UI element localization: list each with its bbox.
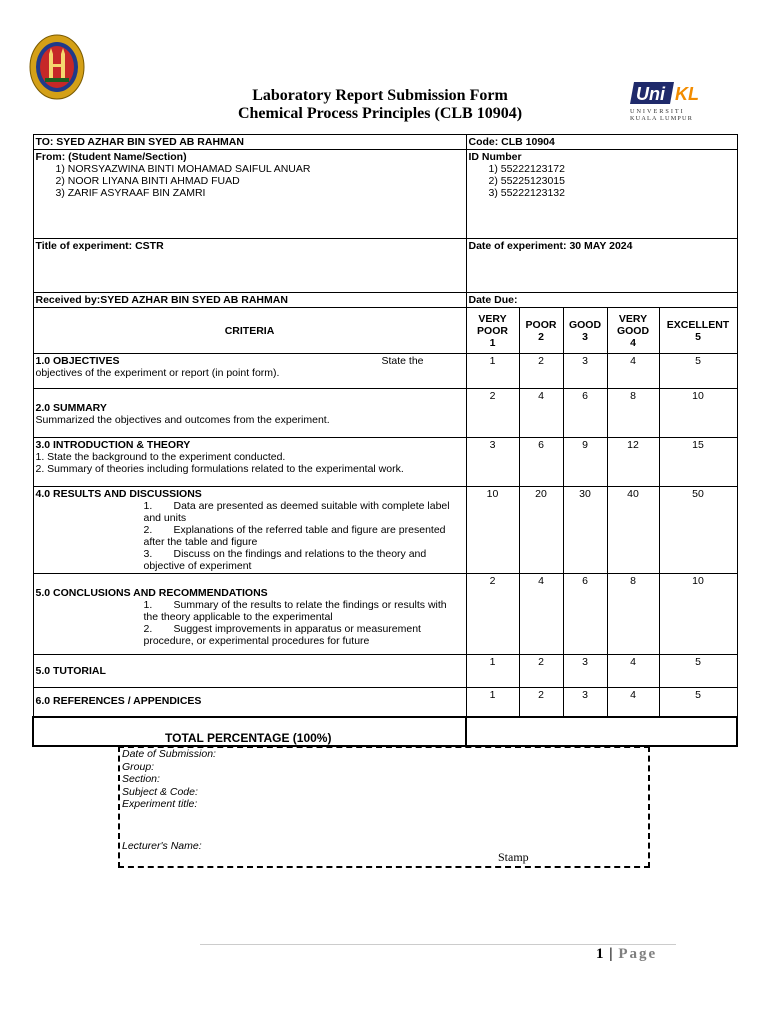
score-cell: 2 <box>466 389 519 438</box>
score-cell: 40 <box>607 487 659 574</box>
score-cell: 5 <box>659 688 737 717</box>
criteria-desc: Summarized the objectives and outcomes from the experiment. <box>35 414 330 426</box>
criteria-row-conclusions <box>33 574 737 655</box>
score-cell: 2 <box>466 574 519 655</box>
unikl-logo <box>630 80 712 124</box>
logo-main-text: Uni <box>636 84 665 104</box>
from-label: From: (Student Name/Section) <box>35 151 187 163</box>
level-score: 1 <box>489 336 496 349</box>
submission-stamp-box <box>118 746 650 868</box>
total-label: TOTAL PERCENTAGE (100%) <box>33 717 466 746</box>
received-by: Received by:SYED AZHAR BIN SYED AB RAHMAN <box>33 293 466 308</box>
score-cell: 5 <box>659 354 737 389</box>
criteria-item <box>36 623 464 647</box>
score-cell: 3 <box>563 655 607 688</box>
criteria-title: 6.0 REFERENCES / APPENDICES <box>35 695 202 707</box>
id-label: ID Number <box>468 151 522 163</box>
score-cell: 9 <box>563 438 607 487</box>
criteria-row-tutorial <box>33 655 737 688</box>
criteria-title: 5.0 CONCLUSIONS AND RECOMMENDATIONS <box>35 587 268 599</box>
page-separator: | <box>609 946 614 962</box>
criteria-row-introduction <box>33 438 737 487</box>
item-num: 1. <box>143 500 153 512</box>
item-num: 2. <box>143 623 153 635</box>
item-text: Suggest improvements in apparatus or measurement procedure, or experimental procedures for future <box>143 623 421 647</box>
score-cell: 1 <box>466 688 519 717</box>
score-cell: 10 <box>659 389 737 438</box>
date-due: Date Due: <box>466 293 737 308</box>
score-cell: 3 <box>563 354 607 389</box>
section-label: Section: <box>122 773 160 786</box>
criteria-title: 2.0 SUMMARY <box>35 402 107 414</box>
level-excellent <box>659 308 737 354</box>
item-text: Data are presented as deemed suitable with complete label and units <box>143 500 450 524</box>
level-label: VERY GOOD <box>616 312 650 337</box>
criteria-cell <box>33 354 466 389</box>
score-cell: 6 <box>519 438 563 487</box>
criteria-row-objectives <box>33 354 737 389</box>
criteria-cell <box>33 438 466 487</box>
score-cell: 1 <box>466 354 519 389</box>
item-num: 2. <box>143 524 153 536</box>
form-subtitle: Chemical Process Principles (CLB 10904) <box>237 105 523 122</box>
score-cell: 4 <box>519 389 563 438</box>
level-poor <box>519 308 563 354</box>
score-cell: 5 <box>659 655 737 688</box>
level-very-good <box>607 308 659 354</box>
score-cell: 4 <box>519 574 563 655</box>
footer-divider <box>200 944 676 945</box>
score-cell: 2 <box>519 688 563 717</box>
score-cell: 30 <box>563 487 607 574</box>
score-cell: 2 <box>519 655 563 688</box>
total-value-cell[interactable] <box>466 717 737 746</box>
from-cell <box>33 150 466 239</box>
criteria-cell <box>33 655 466 688</box>
criteria-row-results <box>33 487 737 574</box>
item-text: Discuss on the findings and relations to the theory and objective of experiment <box>143 548 427 572</box>
score-cell: 10 <box>659 574 737 655</box>
level-score: 2 <box>538 330 544 343</box>
criteria-item <box>36 599 464 623</box>
criteria-item <box>36 500 464 524</box>
group-label: Group: <box>122 760 155 773</box>
score-cell: 4 <box>607 688 659 717</box>
student-id-2: 2) 55225123015 <box>488 175 565 187</box>
submission-table <box>32 134 738 747</box>
score-cell: 3 <box>466 438 519 487</box>
university-seal-icon <box>29 34 85 100</box>
criteria-title: 1.0 OBJECTIVES <box>35 355 120 367</box>
score-cell: 50 <box>659 487 737 574</box>
score-cell: 4 <box>607 655 659 688</box>
level-label: VERY POOR <box>477 312 508 337</box>
criteria-item <box>36 524 464 548</box>
page-number <box>596 946 657 963</box>
criteria-cell <box>33 688 466 717</box>
level-label: EXCELLENT <box>666 318 730 331</box>
score-cell: 10 <box>466 487 519 574</box>
item-num: 3. <box>143 548 153 560</box>
level-label: GOOD <box>568 318 602 331</box>
criteria-title: 3.0 INTRODUCTION & THEORY <box>35 439 191 451</box>
criteria-header: CRITERIA <box>33 308 466 354</box>
level-very-poor <box>466 308 519 354</box>
item-text: Explanations of the referred table and figure are presented after the table and figure <box>143 524 446 548</box>
student-1: 1) NORSYAZWINA BINTI MOHAMAD SAIFUL ANUAR <box>55 163 311 175</box>
score-cell: 15 <box>659 438 737 487</box>
student-id-3: 3) 55222123132 <box>488 187 565 199</box>
criteria-cell <box>33 487 466 574</box>
student-3: 3) ZARIF ASYRAAF BIN ZAMRI <box>55 187 206 199</box>
level-score: 5 <box>695 330 701 343</box>
level-score: 3 <box>582 330 588 343</box>
score-cell: 1 <box>466 655 519 688</box>
form-title: Laboratory Report Submission Form <box>252 87 508 104</box>
date-of-submission-label: Date of Submission: <box>122 748 216 760</box>
experiment-title-label: Experiment title: <box>122 798 198 811</box>
criteria-title: 5.0 TUTORIAL <box>35 665 106 677</box>
logo-sub2: KUALA LUMPUR <box>630 115 694 122</box>
page-number-value: 1 <box>596 946 605 962</box>
criteria-cell <box>33 574 466 655</box>
page-label: Page <box>618 946 658 962</box>
score-cell: 8 <box>607 389 659 438</box>
score-cell: 3 <box>563 688 607 717</box>
logo-sub1: UNIVERSITI <box>630 108 685 115</box>
total-row <box>33 717 737 746</box>
item-num: 1. <box>143 599 153 611</box>
experiment-title: Title of experiment: CSTR <box>33 239 466 293</box>
lecturer-name-label: Lecturer's Name: <box>122 839 202 852</box>
score-cell: 12 <box>607 438 659 487</box>
level-label: POOR <box>525 318 557 331</box>
experiment-date: Date of experiment: 30 MAY 2024 <box>466 239 737 293</box>
logo-accent-text: KL <box>675 84 699 104</box>
criteria-row-references <box>33 688 737 717</box>
student-id-1: 1) 55222123172 <box>488 163 565 175</box>
score-cell: 6 <box>563 574 607 655</box>
score-cell: 8 <box>607 574 659 655</box>
student-2: 2) NOOR LIYANA BINTI AHMAD FUAD <box>55 175 240 187</box>
to-cell: TO: SYED AZHAR BIN SYED AB RAHMAN <box>33 135 466 150</box>
stamp-label: Stamp <box>498 850 529 864</box>
criteria-line: 1. State the background to the experiment conducted. <box>35 451 286 463</box>
score-cell: 4 <box>607 354 659 389</box>
criteria-desc: objectives of the experiment or report (in point form). <box>35 367 280 379</box>
level-good <box>563 308 607 354</box>
score-cell: 20 <box>519 487 563 574</box>
criteria-cell <box>33 389 466 438</box>
criteria-title: 4.0 RESULTS AND DISCUSSIONS <box>35 488 202 500</box>
score-cell: 2 <box>519 354 563 389</box>
subject-code-label: Subject & Code: <box>122 785 198 798</box>
level-score: 4 <box>630 336 636 349</box>
criteria-row-summary <box>33 389 737 438</box>
item-text: Summary of the results to relate the findings or results with the theory applicable to the experimental <box>143 599 447 623</box>
code-cell: Code: CLB 10904 <box>466 135 737 150</box>
score-cell: 6 <box>563 389 607 438</box>
criteria-note: State the <box>381 355 424 367</box>
id-cell <box>466 150 737 239</box>
criteria-item <box>36 548 464 572</box>
criteria-line: 2. Summary of theories including formulations related to the experimental work. <box>35 463 404 475</box>
